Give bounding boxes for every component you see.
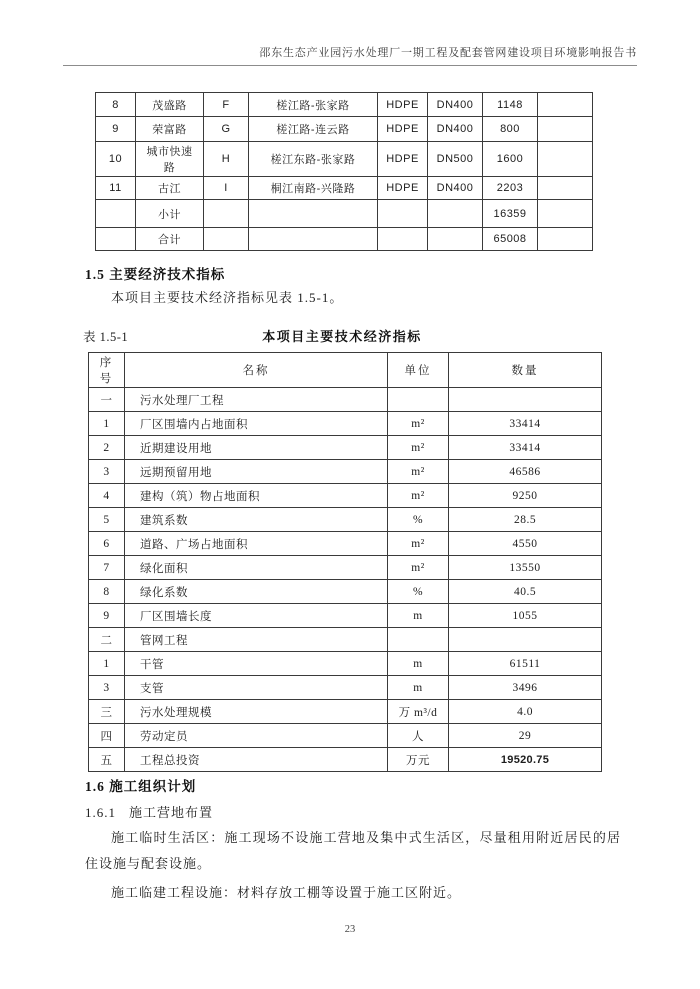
cell: 城市快速路 — [136, 142, 204, 177]
cell: 3 — [89, 460, 125, 484]
cell: 3 — [89, 676, 125, 700]
indicator-table — [88, 352, 602, 772]
cell — [249, 200, 378, 228]
cell: 61511 — [449, 652, 602, 676]
table-row — [89, 484, 602, 508]
table-row — [96, 177, 593, 200]
cell: 建构（筑）物占地面积 — [125, 484, 388, 508]
cell: 支管 — [125, 676, 388, 700]
table-row — [89, 532, 602, 556]
cell: 古江 — [136, 177, 204, 200]
cell: m — [388, 604, 449, 628]
section-1-6-1-number: 1.6.1 — [85, 805, 116, 820]
table-row — [96, 117, 593, 142]
cell: 28.5 — [449, 508, 602, 532]
column-header-name: 名称 — [125, 353, 388, 388]
table-row — [89, 580, 602, 604]
cell — [388, 388, 449, 412]
cell: 19520.75 — [449, 748, 602, 772]
cell: 五 — [89, 748, 125, 772]
cell: F — [204, 93, 249, 117]
cell: 6 — [89, 532, 125, 556]
cell — [378, 200, 428, 228]
table-row — [89, 628, 602, 652]
cell — [378, 228, 428, 251]
column-header-unit: 单位 — [388, 353, 449, 388]
cell — [449, 388, 602, 412]
indicator-table-head — [89, 353, 602, 388]
cell: 46586 — [449, 460, 602, 484]
cell: % — [388, 580, 449, 604]
cell: 万元 — [388, 748, 449, 772]
cell — [204, 228, 249, 251]
table-row — [89, 412, 602, 436]
column-header-qty: 数量 — [449, 353, 602, 388]
cell: 3496 — [449, 676, 602, 700]
cell: G — [204, 117, 249, 142]
cell: 1 — [89, 652, 125, 676]
table-row — [89, 460, 602, 484]
table-caption-title: 本项目主要技术经济指标 — [262, 329, 422, 344]
page-header — [63, 44, 637, 66]
cell: 11 — [96, 177, 136, 200]
cell: m — [388, 676, 449, 700]
table-row — [89, 724, 602, 748]
cell: 污水处理厂工程 — [125, 388, 388, 412]
cell — [538, 228, 593, 251]
cell: 槎江路-连云路 — [249, 117, 378, 142]
cell: I — [204, 177, 249, 200]
cell: 近期建设用地 — [125, 436, 388, 460]
indicator-table-body — [89, 388, 602, 772]
cell: 四 — [89, 724, 125, 748]
cell: 道路、广场占地面积 — [125, 532, 388, 556]
cell: 远期预留用地 — [125, 460, 388, 484]
cell: 槎江路-张家路 — [249, 93, 378, 117]
cell: 1 — [89, 412, 125, 436]
table-row — [96, 93, 593, 117]
cell — [538, 177, 593, 200]
cell: 劳动定员 — [125, 724, 388, 748]
cell: 一 — [89, 388, 125, 412]
header-title: 邵东生态产业园污水处理厂一期工程及配套管网建设项目环境影响报告书 — [259, 47, 637, 59]
cell: 槎江东路-张家路 — [249, 142, 378, 177]
cell: 8 — [89, 580, 125, 604]
indicator-table-header-row — [89, 353, 602, 388]
cell: 三 — [89, 700, 125, 724]
cell: DN400 — [428, 93, 483, 117]
table-row — [89, 436, 602, 460]
cell: 4550 — [449, 532, 602, 556]
table-row — [96, 200, 593, 228]
cell: 40.5 — [449, 580, 602, 604]
table-row — [89, 652, 602, 676]
cell: m² — [388, 412, 449, 436]
cell: m² — [388, 556, 449, 580]
table-1-5-1-caption — [83, 326, 601, 344]
temporary-facilities-paragraph: 施工临建工程设施：材料存放工棚等设置于施工区附近。 — [111, 885, 462, 900]
cell: HDPE — [378, 142, 428, 177]
cell: 合计 — [136, 228, 204, 251]
section-1-5-paragraph: 本项目主要技术经济指标见表 1.5-1。 — [111, 290, 344, 305]
cell: 4 — [89, 484, 125, 508]
cell: 10 — [96, 142, 136, 177]
cell: 桐江南路-兴隆路 — [249, 177, 378, 200]
cell: 污水处理规模 — [125, 700, 388, 724]
cell: % — [388, 508, 449, 532]
pipe-table-body — [96, 93, 593, 251]
cell: 二 — [89, 628, 125, 652]
cell: 16359 — [483, 200, 538, 228]
cell: 绿化系数 — [125, 580, 388, 604]
table-row — [89, 508, 602, 532]
cell: m² — [388, 436, 449, 460]
cell: 小计 — [136, 200, 204, 228]
table-row — [89, 604, 602, 628]
cell: HDPE — [378, 93, 428, 117]
cell: DN400 — [428, 177, 483, 200]
cell — [388, 628, 449, 652]
cell: 9 — [96, 117, 136, 142]
table-row — [96, 228, 593, 251]
cell: 1600 — [483, 142, 538, 177]
table-row — [96, 142, 593, 177]
table-row — [89, 388, 602, 412]
cell: 33414 — [449, 436, 602, 460]
cell: 茂盛路 — [136, 93, 204, 117]
cell: 9250 — [449, 484, 602, 508]
cell: 8 — [96, 93, 136, 117]
section-1-6-1-heading — [85, 802, 213, 821]
cell — [96, 200, 136, 228]
pipe-network-table — [95, 92, 593, 251]
table-row — [89, 556, 602, 580]
cell: 干管 — [125, 652, 388, 676]
cell: m — [388, 652, 449, 676]
cell: HDPE — [378, 117, 428, 142]
section-1-5-heading: 1.5 主要经济技术指标 — [85, 267, 226, 282]
cell: 荣富路 — [136, 117, 204, 142]
cell — [538, 200, 593, 228]
column-header-seq: 序号 — [89, 353, 125, 388]
cell: 管网工程 — [125, 628, 388, 652]
cell: 绿化面积 — [125, 556, 388, 580]
cell: 1055 — [449, 604, 602, 628]
cell: 1148 — [483, 93, 538, 117]
cell: 建筑系数 — [125, 508, 388, 532]
cell — [428, 228, 483, 251]
cell: 29 — [449, 724, 602, 748]
cell: 厂区围墙内占地面积 — [125, 412, 388, 436]
cell — [449, 628, 602, 652]
cell — [538, 93, 593, 117]
cell — [428, 200, 483, 228]
table-row — [89, 748, 602, 772]
cell — [249, 228, 378, 251]
cell: m² — [388, 532, 449, 556]
page-number: 23 — [344, 924, 356, 935]
cell: 13550 — [449, 556, 602, 580]
cell: 2203 — [483, 177, 538, 200]
section-1-6-1-title: 施工营地布置 — [129, 805, 214, 820]
cell — [204, 200, 249, 228]
section-1-6-heading: 1.6 施工组织计划 — [85, 779, 197, 794]
table-row — [89, 676, 602, 700]
cell: m² — [388, 484, 449, 508]
cell: H — [204, 142, 249, 177]
cell — [538, 117, 593, 142]
cell: 人 — [388, 724, 449, 748]
cell: 800 — [483, 117, 538, 142]
cell: 4.0 — [449, 700, 602, 724]
cell: 33414 — [449, 412, 602, 436]
construction-camp-paragraph: 施工临时生活区：施工现场不设施工营地及集中式生活区，尽量租用附近居民的居住设施与配套设施。 — [85, 830, 621, 871]
cell: DN400 — [428, 117, 483, 142]
cell: 65008 — [483, 228, 538, 251]
cell — [96, 228, 136, 251]
cell: 2 — [89, 436, 125, 460]
table-row — [89, 700, 602, 724]
cell: 5 — [89, 508, 125, 532]
cell: 9 — [89, 604, 125, 628]
cell: HDPE — [378, 177, 428, 200]
cell: DN500 — [428, 142, 483, 177]
cell: 厂区围墙长度 — [125, 604, 388, 628]
cell: 工程总投资 — [125, 748, 388, 772]
cell: 万 m³/d — [388, 700, 449, 724]
cell: 7 — [89, 556, 125, 580]
cell: m² — [388, 460, 449, 484]
table-caption-label: 表 1.5-1 — [83, 330, 129, 344]
cell — [538, 142, 593, 177]
